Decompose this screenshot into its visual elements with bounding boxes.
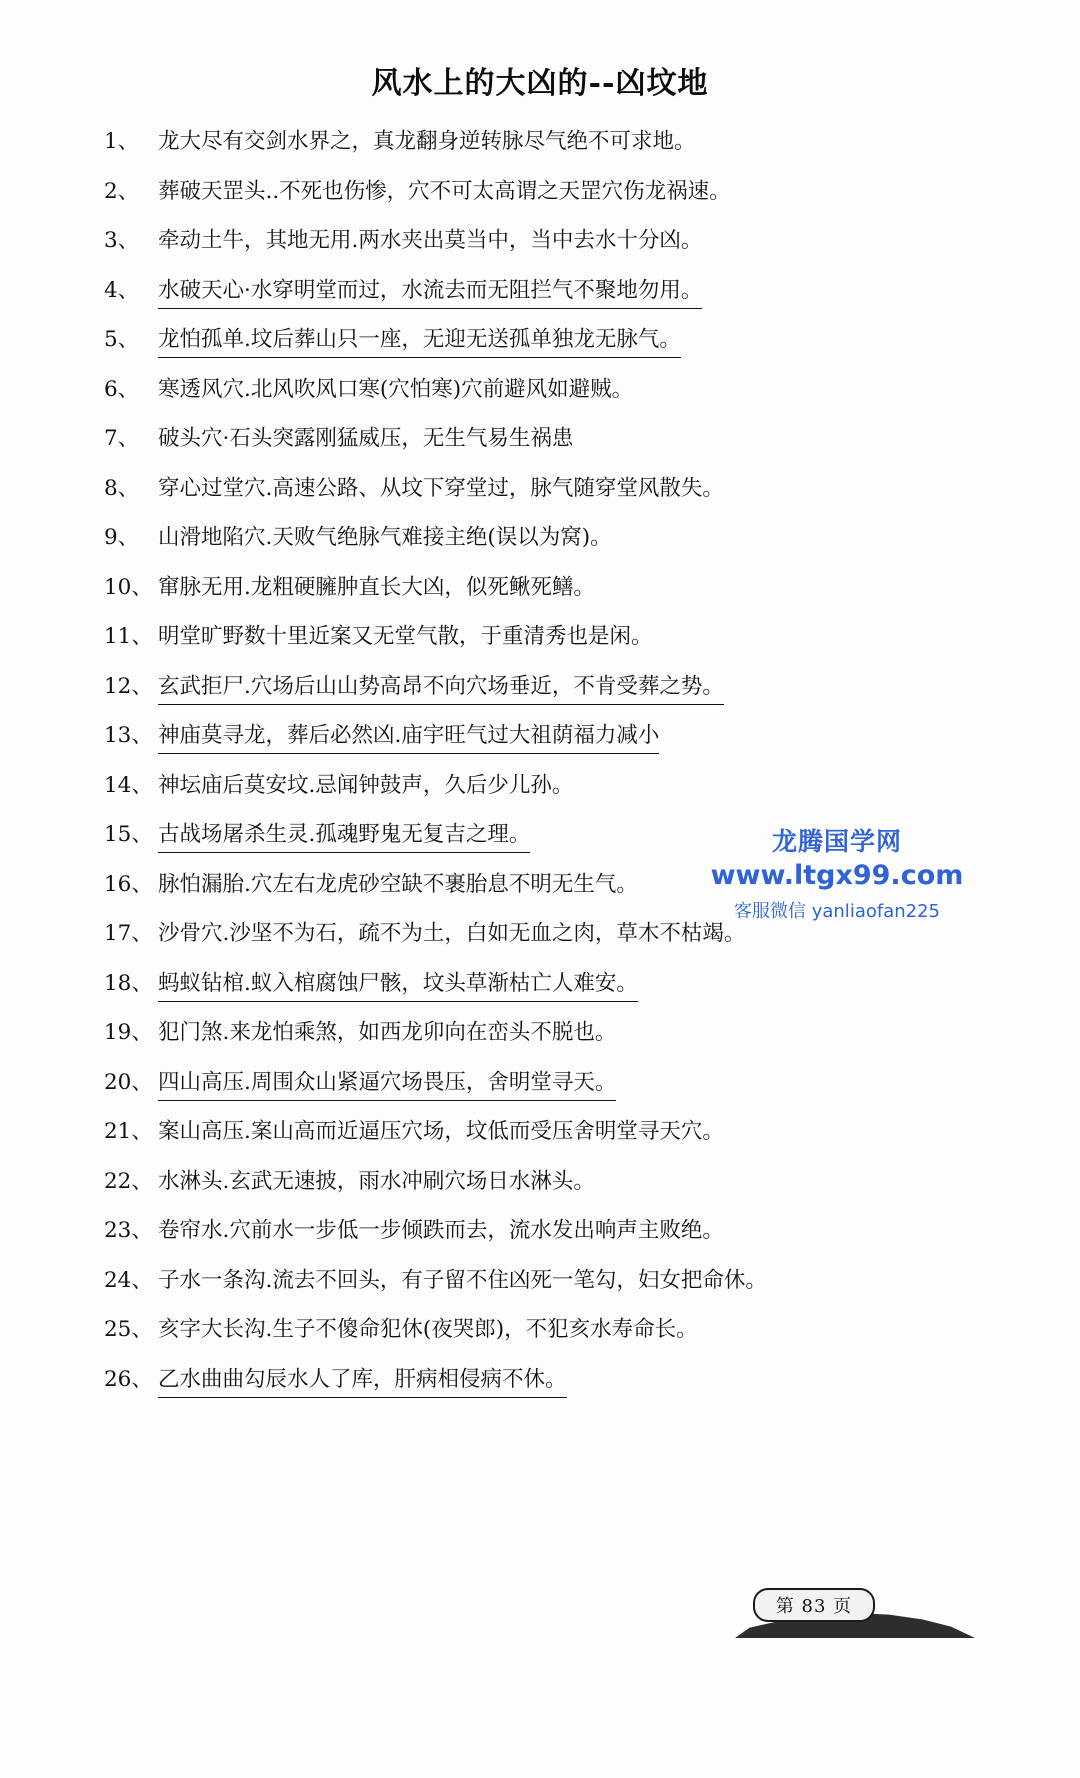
- list-item-text: 穿心过堂穴.高速公路、从坟下穿堂过，脉气随穿堂风散失。: [158, 475, 724, 501]
- watermark-site-url: www.ltgx99.com: [710, 860, 964, 891]
- list-item-text: 犯门煞.来龙怕乘煞，如西龙卯向在峦头不脱也。: [158, 1020, 617, 1045]
- list-item-text: 蚂蚁钻棺.蚁入棺腐蚀尸骸，坟头草渐枯亡人难安。: [158, 968, 638, 1002]
- list-item: [104, 720, 984, 770]
- list-item: [104, 275, 984, 325]
- list-item: [104, 473, 984, 523]
- list-item: [104, 1017, 984, 1067]
- list-item-text: 龙怕孤单.坟后葬山只一座，无迎无送孤单独龙无脉气。: [158, 324, 681, 358]
- list-item: [104, 1215, 984, 1265]
- list-item-number: 23、: [104, 1218, 153, 1243]
- list-item-number: 15、: [104, 822, 153, 847]
- list-item-text: 明堂旷野数十里近案又无堂气散，于重清秀也是闲。: [158, 624, 653, 649]
- list-item: [104, 1314, 984, 1364]
- numbered-list: [104, 126, 984, 1413]
- list-item-text: 山滑地陷穴.天败气绝脉气难接主绝(误以为窝)。: [158, 525, 612, 550]
- list-item-text: 神坛庙后莫安坟.忌闻钟鼓声，久后少儿孙。: [158, 772, 574, 798]
- list-item-number: 5、: [104, 327, 140, 352]
- list-item-text: 葬破天罡头..不死也伤惨，穴不可太高谓之天罡穴伤龙祸速。: [158, 178, 731, 204]
- list-item-text: 古战场屠杀生灵.孤魂野鬼无复吉之理。: [158, 819, 530, 853]
- list-item: [104, 621, 984, 671]
- list-item-number: 24、: [104, 1267, 153, 1293]
- footer-decoration: [735, 1586, 975, 1640]
- list-item: [104, 918, 984, 968]
- list-item-number: 18、: [104, 970, 153, 996]
- list-item: [104, 1364, 984, 1414]
- list-item-number: 10、: [104, 574, 153, 600]
- list-item-number: 9、: [104, 525, 140, 550]
- list-item: [104, 770, 984, 820]
- list-item-text: 水破天心·水穿明堂而过，水流去而无阻拦气不聚地勿用。: [158, 275, 702, 309]
- list-item-text: 龙大尽有交剑水界之，真龙翻身逆转脉尽气绝不可求地。: [158, 129, 696, 154]
- list-item: [104, 1265, 984, 1315]
- list-item-number: 19、: [104, 1020, 153, 1045]
- list-item-number: 26、: [104, 1366, 153, 1392]
- list-item-text: 玄武拒尸.穴场后山山势高昂不向穴场垂近，不肯受葬之势。: [158, 671, 724, 705]
- list-item-number: 7、: [104, 426, 140, 451]
- list-item-number: 21、: [104, 1119, 153, 1144]
- list-item-text: 案山高压.案山高而近逼压穴场，坟低而受压舍明堂寻天穴。: [158, 1119, 724, 1144]
- page-title: 风水上的大凶的--凶坟地: [371, 66, 709, 101]
- list-item: [104, 1166, 984, 1216]
- list-item-number: 3、: [104, 228, 140, 253]
- list-item-text: 沙骨穴.沙坚不为石，疏不为土，白如无血之肉，草木不枯竭。: [158, 921, 746, 946]
- list-item-text: 乙水曲曲勾辰水人了库，肝病相侵病不休。: [158, 1364, 567, 1398]
- list-item-text: 牵动土牛，其地无用.两水夹出莫当中，当中去水十分凶。: [158, 228, 703, 253]
- list-item-text: 亥字大长沟.生子不傻命犯休(夜哭郎)，不犯亥水寿命长。: [158, 1317, 698, 1342]
- list-item-text: 四山高压.周围众山紧逼穴场畏压，舍明堂寻天。: [158, 1067, 616, 1101]
- list-item: [104, 176, 984, 226]
- list-item-text: 子水一条沟.流去不回头，有子留不住凶死一笔勾，妇女把命休。: [158, 1267, 767, 1293]
- list-item: [104, 374, 984, 424]
- list-item-number: 17、: [104, 921, 153, 946]
- page-number-badge: 第 83 页: [753, 1588, 875, 1622]
- list-item-text: 破头穴·石头突露刚猛威压，无生气易生祸患: [158, 426, 574, 451]
- list-item-text: 水淋头.玄武无速披，雨水冲刷穴场日水淋头。: [158, 1168, 595, 1194]
- list-item-number: 14、: [104, 772, 153, 798]
- list-item: [104, 968, 984, 1018]
- list-item-number: 13、: [104, 723, 153, 748]
- list-item: [104, 572, 984, 622]
- list-item-text: 神庙莫寻龙，葬后必然凶.庙宇旺气过大祖荫福力减小: [158, 720, 659, 754]
- list-item-number: 6、: [104, 376, 140, 402]
- list-item-text: 脉怕漏胎.穴左右龙虎砂空缺不裹胎息不明无生气。: [158, 871, 638, 897]
- watermark-site-name: 龙腾国学网: [771, 827, 902, 856]
- list-item-number: 8、: [104, 475, 140, 501]
- list-item: [104, 225, 984, 275]
- list-item-number: 2、: [104, 178, 140, 204]
- list-item-number: 25、: [104, 1317, 153, 1342]
- list-item-number: 12、: [104, 673, 153, 699]
- list-item: [104, 1116, 984, 1166]
- list-item-number: 4、: [104, 277, 140, 303]
- list-item: [104, 522, 984, 572]
- list-item-text: 寒透风穴.北风吹风口寒(穴怕寒)穴前避风如避贼。: [158, 376, 634, 402]
- list-item: [104, 324, 984, 374]
- watermark: [702, 822, 972, 923]
- list-item-text: 窜脉无用.龙粗硬臃肿直长大凶，似死鳅死鳝。: [158, 574, 595, 600]
- list-item-number: 16、: [104, 871, 153, 897]
- list-item: [104, 423, 984, 473]
- list-item-text: 卷帘水.穴前水一步低一步倾跌而去，流水发出响声主败绝。: [158, 1218, 724, 1243]
- list-item-number: 1、: [104, 129, 140, 154]
- list-item: [104, 126, 984, 176]
- list-item: [104, 671, 984, 721]
- list-item-number: 22、: [104, 1168, 153, 1194]
- watermark-wechat: 客服微信 yanliaofan225: [734, 901, 940, 922]
- list-item: [104, 1067, 984, 1117]
- list-item-number: 20、: [104, 1069, 153, 1095]
- list-item-number: 11、: [104, 624, 153, 649]
